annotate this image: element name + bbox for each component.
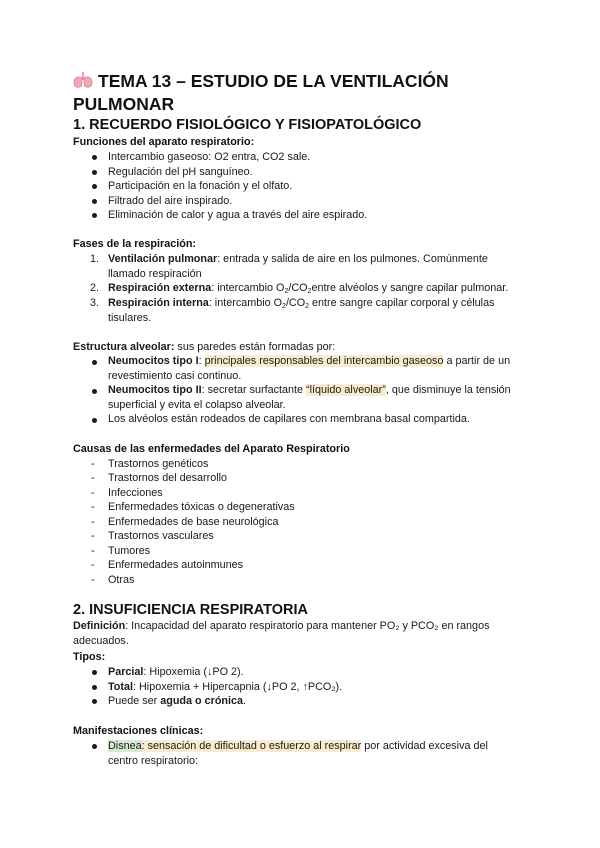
estructura-heading: Estructura alveolar: sus paredes están formadas por: [73, 341, 336, 353]
dash-marker: - [91, 472, 95, 484]
list-item: Regulación del pH sanguíneo. [108, 166, 253, 178]
bullet-icon [92, 389, 97, 394]
list-number: 3. [90, 297, 100, 309]
bullet-icon [92, 213, 97, 218]
causas-heading: Causas de las enfermedades del Aparato Respiratorio [73, 443, 350, 455]
list-item: Los alvéolos están rodeados de capilares con membrana basal compartida. [108, 413, 470, 425]
dash-marker: - [91, 458, 95, 470]
list-number: 2. [90, 282, 100, 294]
fases-heading: Fases de la respiración: [73, 238, 197, 250]
bullet-icon [92, 184, 97, 189]
bullet-icon [92, 670, 97, 675]
list-item: Filtrado del aire inspirado. [108, 195, 233, 207]
bullet-icon [92, 155, 97, 160]
list-item: Total: Hipoxemia + Hipercapnia (↓PO 2, ↑PCO₂). [108, 681, 343, 693]
title-line-1: TEMA 13 – ESTUDIO DE LA VENTILACIÓN [98, 71, 449, 91]
lungs-icon [73, 72, 93, 89]
bullet-icon [92, 418, 97, 423]
section-2-heading: 2. INSUFICIENCIA RESPIRATORIA [73, 602, 308, 618]
dash-marker: - [91, 516, 95, 528]
title-line-2: PULMONAR [73, 94, 175, 114]
dash-marker: - [91, 545, 95, 557]
list-item: Enfermedades tóxicas o degenerativas [108, 501, 295, 513]
list-item: Infecciones [108, 487, 163, 499]
bullet-icon [92, 170, 97, 175]
list-item: Enfermedades autoinmunes [108, 559, 244, 571]
list-number: 1. [90, 253, 100, 265]
dash-marker: - [91, 487, 95, 499]
bullet-icon [92, 699, 97, 704]
dash-marker: - [91, 559, 95, 571]
list-item: Participación en la fonación y el olfato. [108, 180, 293, 192]
bullet-icon [92, 199, 97, 204]
list-item: Neumocitos tipo I: principales responsables del intercambio gaseoso a partir de un revestimiento casi continuo. [108, 355, 511, 382]
list-item: Respiración interna: intercambio $O_2/CO_2$ entre sangre capilar corporal y células tisulares. [108, 297, 495, 324]
list-item: Trastornos vasculares [108, 530, 214, 542]
list-item: Puede ser aguda o crónica. [108, 695, 247, 707]
dash-marker: - [91, 501, 95, 513]
funciones-heading: Funciones del aparato respiratorio: [73, 136, 255, 148]
list-item: Otras [108, 574, 135, 586]
section-1-heading: 1. RECUERDO FISIOLÓGICO Y FISIOPATOLÓGICO [73, 117, 422, 133]
list-item: Eliminación de calor y agua a través del aire espirado. [108, 209, 368, 221]
tipos-heading: Tipos: [73, 651, 106, 663]
dash-marker: - [91, 530, 95, 542]
list-item: Tumores [108, 545, 151, 557]
definicion-paragraph: Definición: Incapacidad del aparato respiratorio para mantener PO₂ y PCO₂ en rangos adecuados. [73, 620, 490, 647]
list-item: Disnea: sensación de dificultad o esfuerzo al respirar por actividad excesiva del centro respiratorio: [108, 740, 488, 767]
list-item: Neumocitos tipo II: secretar surfactante “líquido alveolar”, que disminuye la tensión superficial y evita el colapso alveolar. [108, 384, 511, 411]
bullet-icon [92, 685, 97, 690]
dash-marker: - [91, 574, 95, 586]
list-item: Respiración externa: intercambio $O_2/CO_2entre$ alvéolos y sangre capilar pulmonar. [108, 282, 509, 295]
list-item: Enfermedades de base neurológica [108, 516, 279, 528]
list-item: Trastornos del desarrollo [108, 472, 228, 484]
list-item: Trastornos genéticos [108, 458, 209, 470]
list-item: Parcial: Hipoxemia (↓PO 2). [108, 666, 244, 678]
list-item: Ventilación pulmonar: entrada y salida de aire en los pulmones. Comúnmente llamado respiración [108, 253, 488, 280]
bullet-icon [92, 360, 97, 365]
page-title [73, 70, 543, 116]
manifestaciones-heading: Manifestaciones clínicas: [73, 725, 204, 737]
list-item: Intercambio gaseoso: O2 entra, CO2 sale. [108, 151, 311, 163]
bullet-icon [92, 744, 97, 749]
